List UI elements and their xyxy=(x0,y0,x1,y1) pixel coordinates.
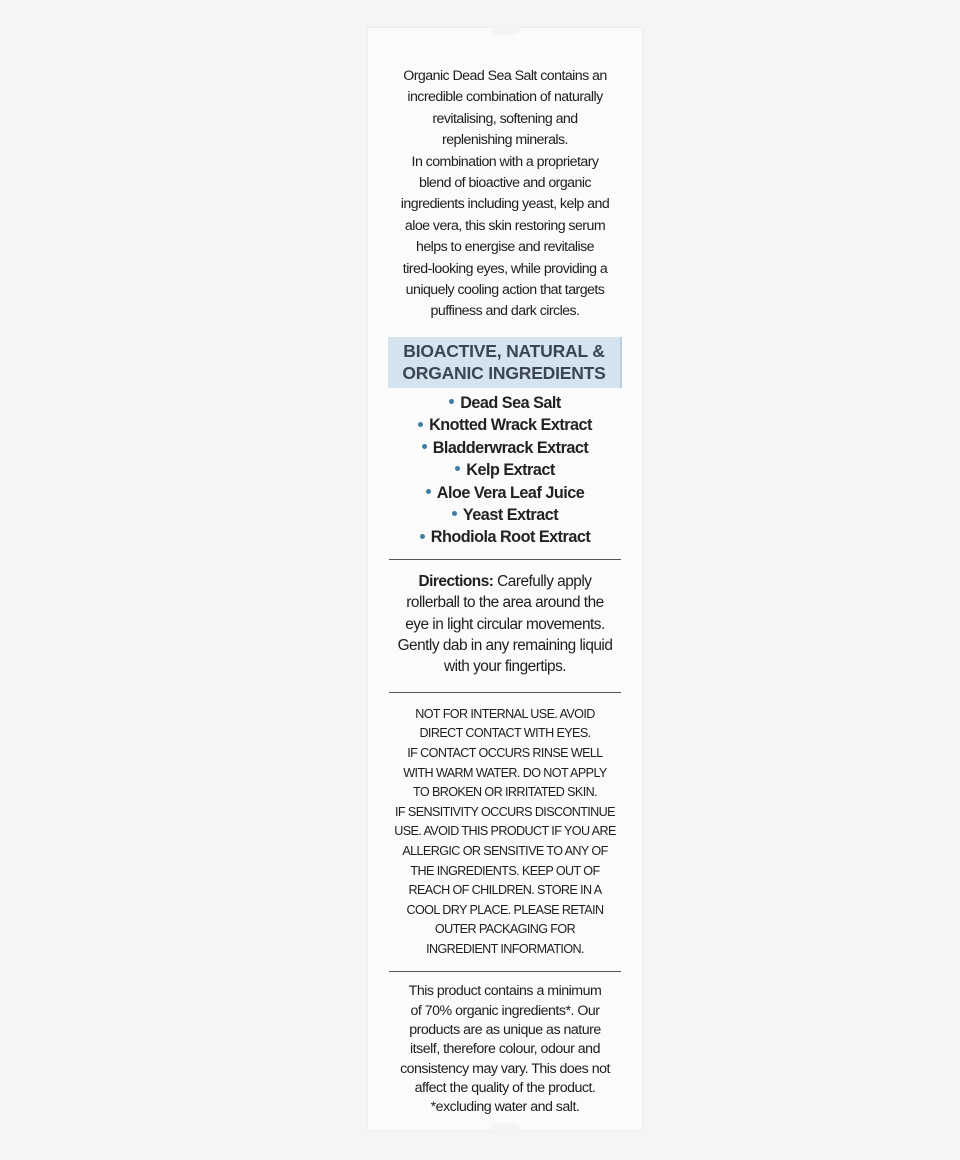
product-label-panel xyxy=(368,28,642,1130)
divider xyxy=(389,559,621,560)
directions-text: Carefully apply xyxy=(497,572,592,590)
warning-line: WITH WARM WATER. DO NOT APPLY xyxy=(403,765,607,780)
bullet-dot-icon xyxy=(426,489,431,494)
list-item xyxy=(382,437,628,459)
ingredient-label: Yeast Extract xyxy=(462,505,559,524)
intro-line: Organic Dead Sea Salt contains an xyxy=(403,68,607,84)
bullet-dot-icon xyxy=(455,466,460,471)
intro-line: blend of bioactive and organic xyxy=(418,175,591,192)
directions-paragraph xyxy=(382,571,628,678)
intro-line: uniquely cooling action that targets xyxy=(405,282,605,299)
warning-line: REACH OF CHILDREN. STORE IN A xyxy=(408,883,602,898)
ingredient-label: Dead Sea Salt xyxy=(460,393,561,412)
top-notch xyxy=(490,27,520,35)
warning-line: THE INGREDIENTS. KEEP OUT OF xyxy=(410,863,600,878)
intro-line: aloe vera, this skin restoring serum xyxy=(404,217,606,234)
ingredient-label: Knotted Wrack Extract xyxy=(429,416,592,435)
intro-line: In combination with a proprietary xyxy=(411,153,599,170)
divider xyxy=(389,692,621,693)
warning-line: USE. AVOID THIS PRODUCT IF YOU ARE xyxy=(394,824,616,839)
warning-line: DIRECT CONTACT WITH EYES. xyxy=(419,726,591,741)
ingredients-heading xyxy=(388,337,622,388)
bullet-dot-icon xyxy=(452,511,457,516)
organic-statement xyxy=(382,982,628,1117)
ingredient-label: Aloe Vera Leaf Juice xyxy=(436,483,585,502)
warning-line: TO BROKEN OR IRRITATED SKIN. xyxy=(412,785,598,800)
divider xyxy=(389,971,621,972)
directions-label: Directions: xyxy=(418,572,494,590)
directions-line: eye in light circular movements. xyxy=(405,615,605,633)
list-item xyxy=(382,414,628,436)
organic-line: affect the quality of the product. xyxy=(414,1079,596,1096)
organic-line: *excluding water and salt. xyxy=(430,1099,580,1116)
ingredient-label: Kelp Extract xyxy=(466,461,555,480)
intro-line: incredible combination of naturally xyxy=(407,89,603,106)
intro-line: tired-looking eyes, while providing a xyxy=(402,260,608,277)
ingredients-list xyxy=(382,392,628,549)
organic-line: consistency may vary. This does not xyxy=(400,1060,610,1077)
intro-line: replenishing minerals. xyxy=(442,132,568,149)
list-item xyxy=(382,482,628,504)
ingredient-label: Rhodiola Root Extract xyxy=(430,528,591,547)
bullet-dot-icon xyxy=(418,422,423,427)
directions-line xyxy=(382,571,628,592)
directions-line: Gently dab in any remaining liquid xyxy=(397,636,613,654)
bullet-dot-icon xyxy=(449,399,454,404)
intro-line: puffiness and dark circles. xyxy=(430,303,580,320)
ingredients-heading-line: BIOACTIVE, NATURAL & xyxy=(403,340,605,361)
bottom-notch xyxy=(490,1123,520,1131)
intro-line: revitalising, softening and xyxy=(432,110,578,127)
directions-line: rollerball to the area around the xyxy=(406,594,604,612)
ingredient-label: Bladderwrack Extract xyxy=(432,438,589,457)
warning-line: OUTER PACKAGING FOR xyxy=(434,922,576,937)
organic-line: of 70% organic ingredients*. Our xyxy=(410,1002,600,1019)
bullet-dot-icon xyxy=(422,444,427,449)
warning-line: IF CONTACT OCCURS RINSE WELL xyxy=(407,745,603,760)
ingredients-heading-line: ORGANIC INGREDIENTS xyxy=(402,362,606,383)
intro-line: helps to energise and revitalise xyxy=(416,239,594,256)
list-item xyxy=(382,526,628,548)
warning-line: IF SENSITIVITY OCCURS DISCONTINUE xyxy=(395,804,615,819)
warning-line: ALLERGIC OR SENSITIVE TO ANY OF xyxy=(402,843,608,858)
list-item xyxy=(382,504,628,526)
warning-line: NOT FOR INTERNAL USE. AVOID xyxy=(415,706,595,721)
warning-paragraph xyxy=(382,705,628,960)
intro-paragraph xyxy=(382,66,628,323)
organic-line: This product contains a minimum xyxy=(408,983,602,1000)
intro-line: ingredients including yeast, kelp and xyxy=(400,196,610,213)
label-content xyxy=(382,66,628,1118)
list-item xyxy=(382,459,628,481)
warning-line: COOL DRY PLACE. PLEASE RETAIN xyxy=(406,902,604,917)
organic-line: itself, therefore colour, odour and xyxy=(410,1041,600,1058)
warning-line: INGREDIENT INFORMATION. xyxy=(426,941,584,956)
list-item xyxy=(382,392,628,414)
bullet-dot-icon xyxy=(420,534,425,539)
organic-line: products are as unique as nature xyxy=(409,1022,601,1039)
directions-line: with your fingertips. xyxy=(443,658,567,676)
